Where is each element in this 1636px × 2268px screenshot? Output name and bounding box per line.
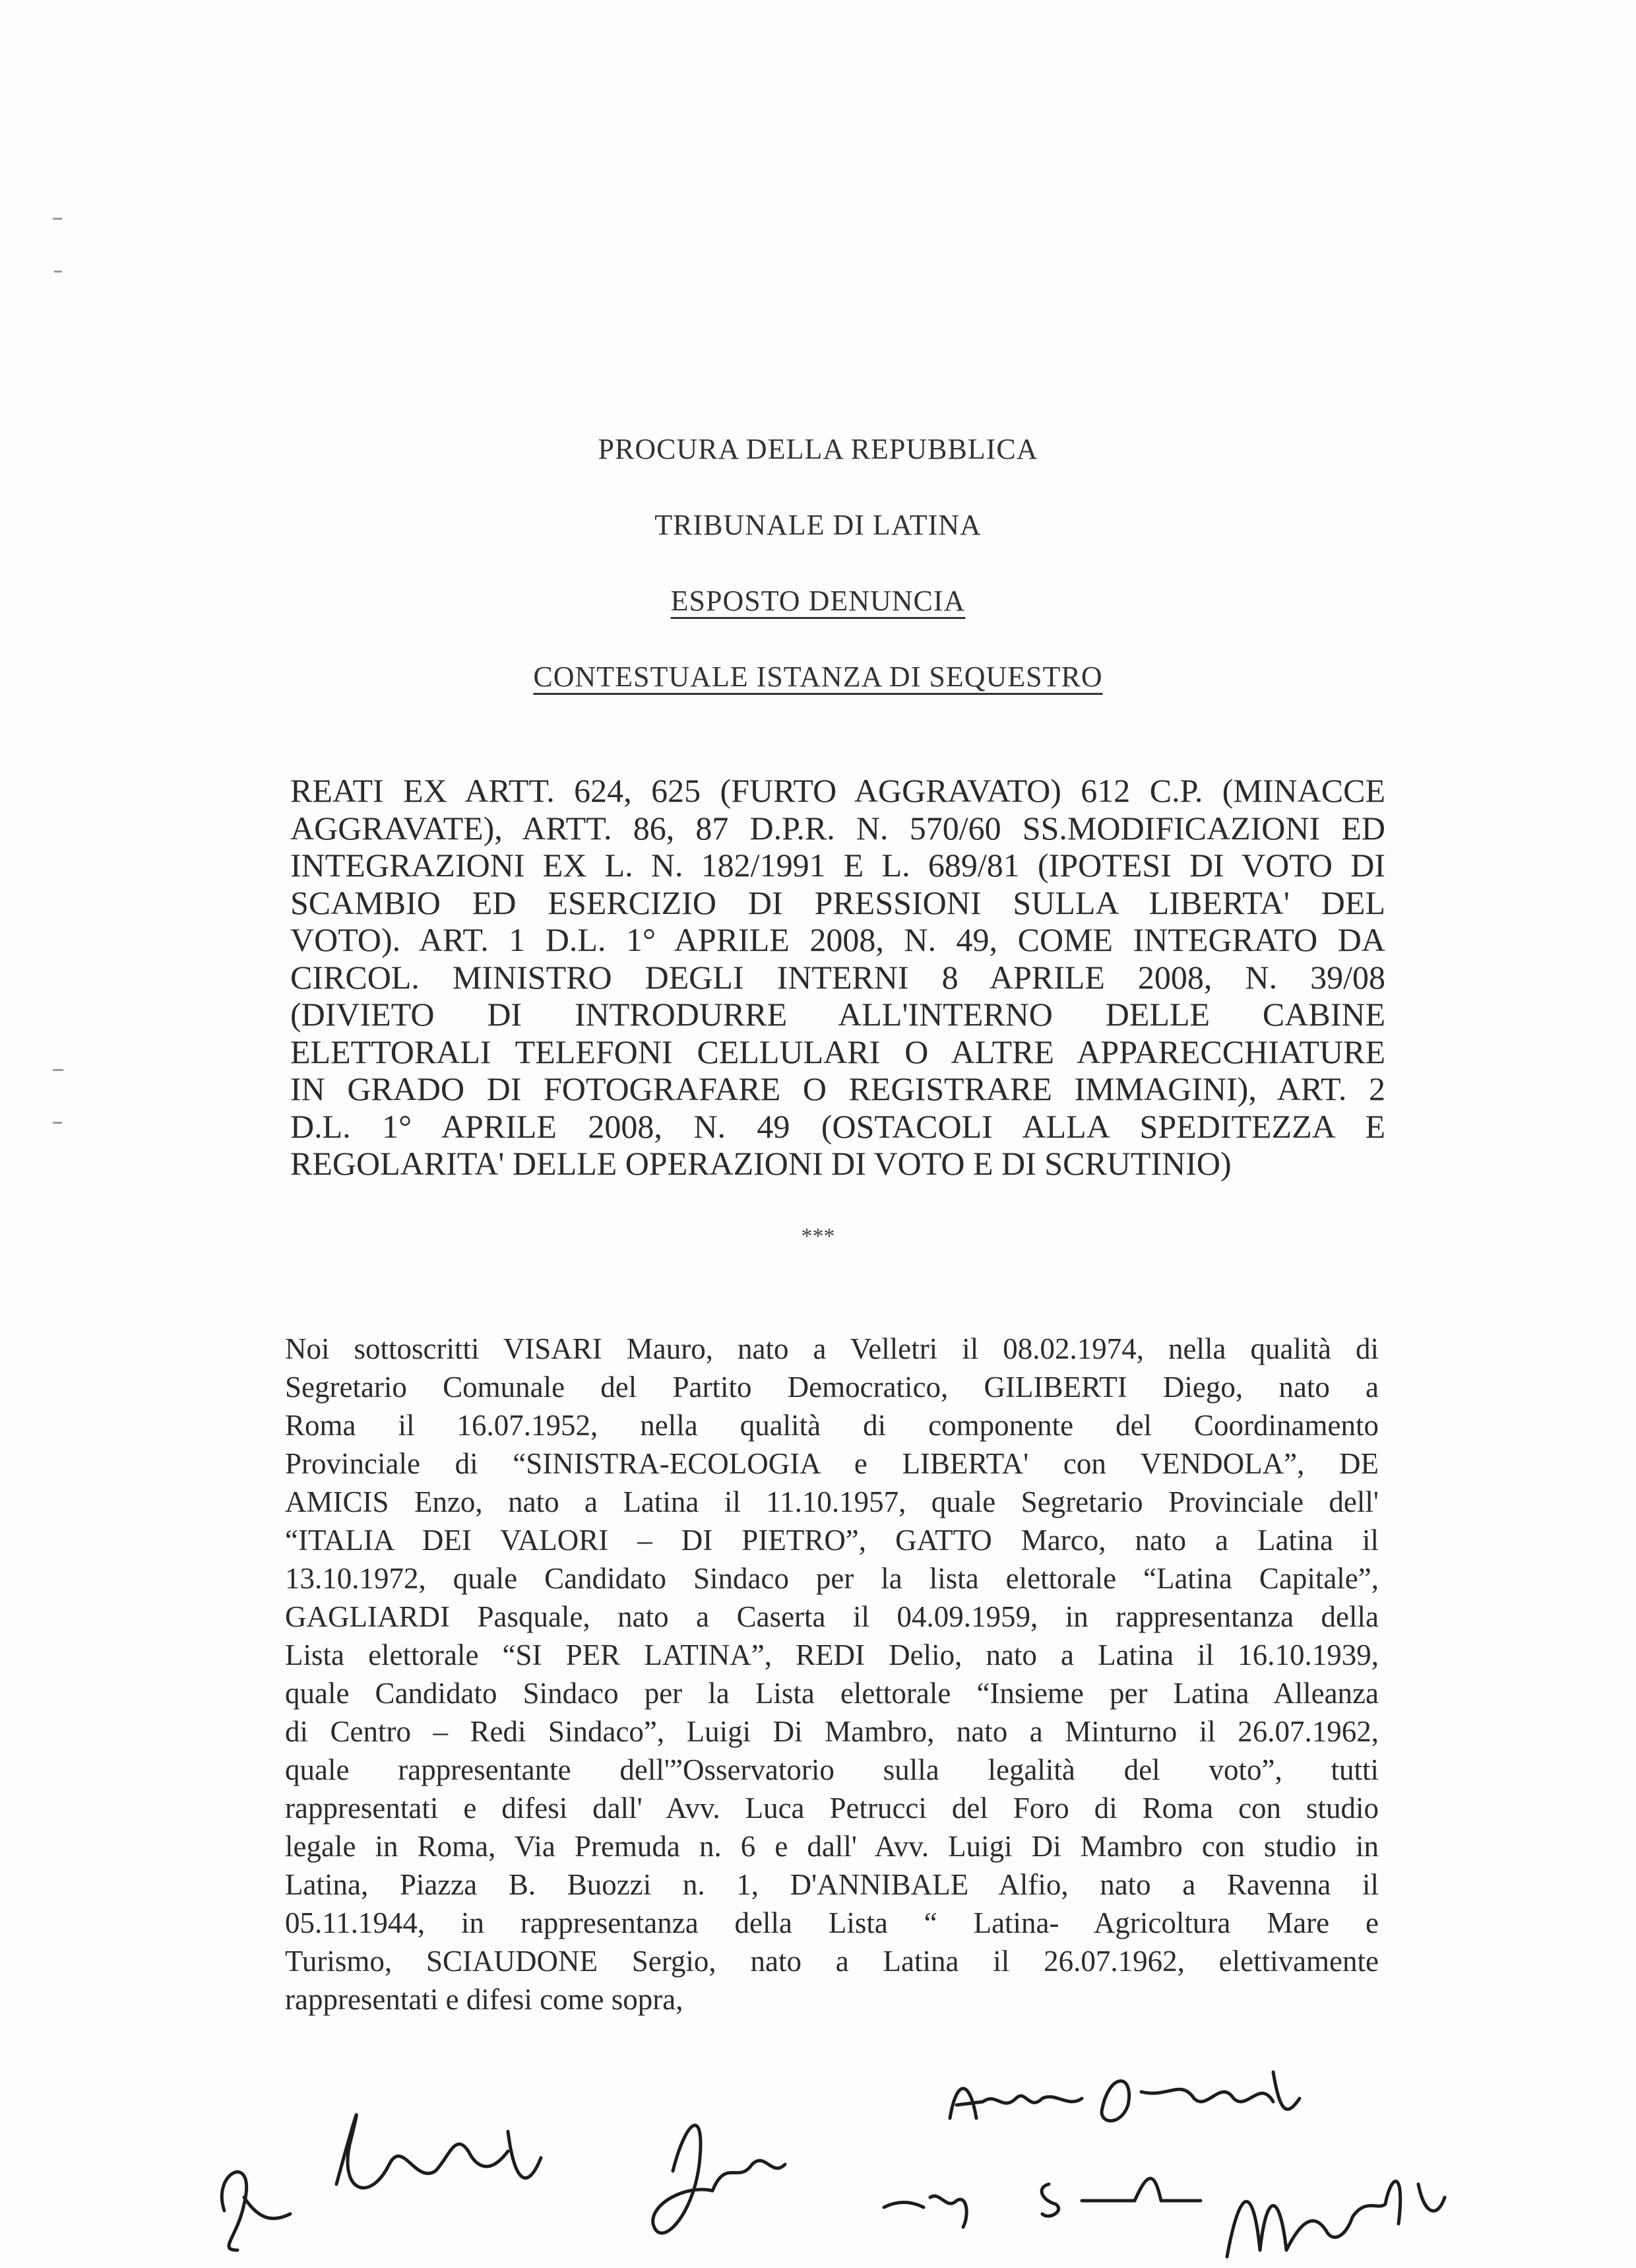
body-line: AMICIS Enzo, nato a Latina il 11.10.1957, quale Segretario Provinciale dell'	[285, 1485, 1379, 1518]
charges-line: CIRCOL. MINISTRO DEGLI INTERNI 8 APRILE 2008, N. 39/08	[290, 958, 1385, 996]
body-paragraph	[285, 1330, 1379, 2019]
body-line: GAGLIARDI Pasquale, nato a Caserta il 04.09.1959, in rappresentanza della	[285, 1600, 1379, 1633]
signature-2	[336, 2115, 541, 2188]
body-line: “ITALIA DEI VALORI – DI PIETRO”, GATTO Marco, nato a Latina il	[285, 1524, 1379, 1557]
body-line: 13.10.1972, quale Candidato Sindaco per la lista elettorale “Latina Capitale”,	[285, 1562, 1379, 1595]
charges-line: IN GRADO DI FOTOGRAFARE O REGISTRARE IMMAGINI), ART. 2	[290, 1070, 1385, 1107]
body-line: Roma il 16.07.1952, nella qualità di componente del Coordinamento	[285, 1409, 1379, 1442]
header-tribunale: TRIBUNALE DI LATINA	[654, 509, 982, 541]
signature-3	[653, 2125, 785, 2233]
header-procura: PROCURA DELLA REPUBBLICA	[598, 433, 1038, 465]
body-line: rappresentati e difesi dall' Avv. Luca Petrucci del Foro di Roma con studio	[285, 1792, 1379, 1825]
body-line: Latina, Piazza B. Buozzi n. 1, D'ANNIBALE Alfio, nato a Ravenna il	[285, 1868, 1379, 1901]
handwritten-signatures	[198, 2052, 1517, 2263]
body-line: Turismo, SCIAUDONE Sergio, nato a Latina il 26.07.1962, elettivamente	[285, 1945, 1379, 1978]
signature-annotation: Alfio Di Annibale	[943, 2115, 949, 2116]
charges-line: ELETTORALI TELEFONI CELLULARI O ALTRE APPARECCHIATURE	[290, 1033, 1385, 1070]
charges-line: REATI EX ARTT. 624, 625 (FURTO AGGRAVATO) 612 C.P. (MINACCE	[290, 772, 1385, 809]
scan-speck	[54, 271, 62, 273]
header-esposto: ESPOSTO DENUNCIA	[670, 585, 966, 617]
signature-4	[950, 2072, 1300, 2121]
separator-stars: ***	[801, 1224, 835, 1248]
body-line: Lista elettorale “SI PER LATINA”, REDI Delio, nato a Latina il 16.10.1939,	[285, 1638, 1379, 1671]
header-istanza: CONTESTUALE ISTANZA DI SEQUESTRO	[533, 661, 1103, 693]
body-line: Provinciale di “SINISTRA-ECOLOGIA e LIBERTA' con VENDOLA”, DE	[285, 1447, 1379, 1480]
charges-line: INTEGRAZIONI EX L. N. 182/1991 E L. 689/81 (IPOTESI DI VOTO DI	[290, 847, 1385, 884]
body-line: Noi sottoscritti VISARI Mauro, nato a Velletri il 08.02.1974, nella qualità di	[285, 1332, 1379, 1365]
body-line: Segretario Comunale del Partito Democratico, GILIBERTI Diego, nato a	[285, 1371, 1379, 1404]
body-line: di Centro – Redi Sindaco”, Luigi Di Mambro, nato a Minturno il 26.07.1962,	[285, 1715, 1379, 1748]
body-line: rappresentati e difesi come sopra,	[285, 1983, 683, 2016]
charges-line: REGOLARITA' DELLE OPERAZIONI DI VOTO E DI SCRUTINIO)	[290, 1145, 1232, 1182]
charges-line: SCAMBIO ED ESERCIZIO DI PRESSIONI SULLA LIBERTA' DEL	[290, 884, 1385, 921]
charges-line: AGGRAVATE), ARTT. 86, 87 D.P.R. N. 570/60 SS.MODIFICAZIONI ED	[290, 809, 1385, 847]
charges-line: D.L. 1° APRILE 2008, N. 49 (OSTACOLI ALLA SPEDITEZZA E	[290, 1107, 1385, 1145]
charges-line: VOTO). ART. 1 D.L. 1° APRILE 2008, N. 49, COME INTEGRATO DA	[290, 921, 1385, 958]
body-line: quale rappresentante dell'”Osservatorio sulla legalità del voto”, tutti	[285, 1753, 1379, 1786]
body-line: 05.11.1944, in rappresentanza della Lista “ Latina- Agricoltura Mare e	[285, 1906, 1379, 1939]
charges-line: (DIVIETO DI INTRODURRE ALL'INTERNO DELLE CABINE	[290, 996, 1385, 1033]
signature-1	[222, 2172, 290, 2250]
body-line: quale Candidato Sindaco per la Lista elettorale “Insieme per Latina Alleanza	[285, 1677, 1379, 1710]
body-line: legale in Roma, Via Premuda n. 6 e dall' Avv. Luigi Di Mambro con studio in	[285, 1830, 1379, 1863]
signature-5	[884, 2178, 1201, 2227]
scan-speck	[53, 1069, 63, 1071]
scan-speck	[53, 218, 62, 220]
scan-speck	[53, 1122, 62, 1124]
signature-6	[1227, 2182, 1445, 2257]
charges-block	[290, 772, 1385, 1183]
